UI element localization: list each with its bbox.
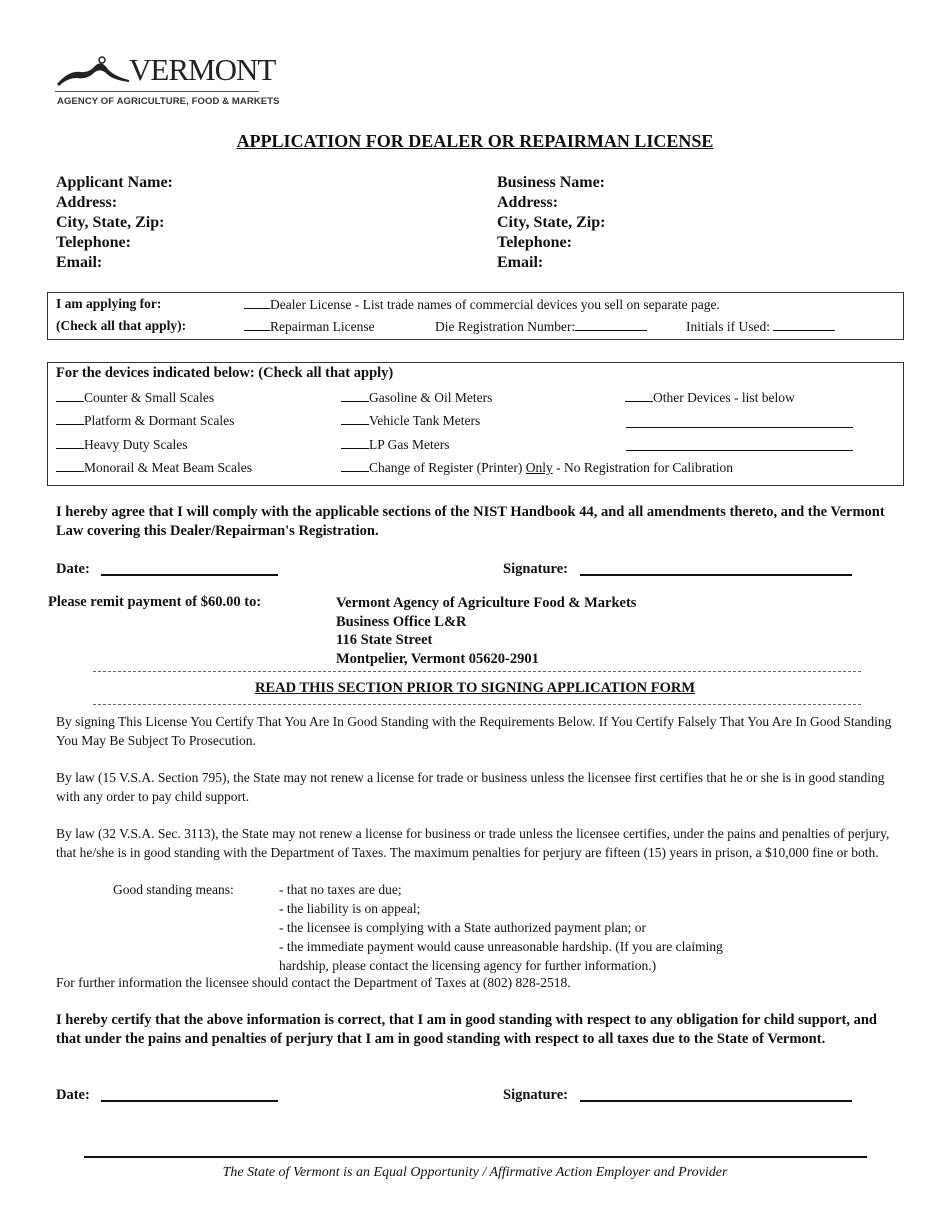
change-register-label: Change of Register (Printer) (369, 460, 526, 475)
logo-subtitle: AGENCY OF AGRICULTURE, FOOD & MARKETS (57, 96, 280, 107)
dealer-license-check-blank[interactable] (244, 295, 270, 309)
certification-signature-label: Signature: (503, 1087, 568, 1103)
device-check-blank[interactable] (56, 388, 84, 402)
certification-text: I hereby certify that the above information is correct, that I am in good standing with respect to any obligation for child support, and that under the pains and penalties of perjury that I am in good standing with respect to all taxes due to the State of Vermont. (56, 1012, 877, 1047)
agreement-text: I hereby agree that I will comply with the applicable sections of the NIST Handbook 44, and all amendments thereto, and the Vermont Law covering this Dealer/Repairman's Registration. (56, 504, 885, 539)
device-option[interactable] (56, 411, 234, 429)
mountain-logo-icon (55, 54, 131, 90)
device-label: Vehicle Tank Meters (369, 413, 481, 428)
other-devices-label: Other Devices - list below (653, 390, 795, 405)
good-standing-item: - the liability is on appeal; (279, 901, 421, 916)
certification-date-label: Date: (56, 1087, 90, 1103)
initials-field (686, 317, 835, 335)
device-check-blank[interactable] (56, 458, 84, 472)
device-label: Gasoline & Oil Meters (369, 390, 493, 405)
signature-label: Signature: (503, 561, 568, 577)
other-device-line[interactable] (626, 450, 853, 451)
footer-rule (84, 1156, 867, 1158)
check-all-label: (Check all that apply): (56, 318, 187, 333)
repairman-license-label: Repairman License (270, 319, 375, 334)
signature-input[interactable] (580, 574, 852, 576)
device-label: Counter & Small Scales (84, 390, 215, 405)
device-check-blank[interactable] (341, 458, 369, 472)
change-register-only: Only (525, 460, 553, 475)
certification-signature-input[interactable] (580, 1100, 852, 1102)
applicant-city-label: City, State, Zip: (56, 214, 165, 231)
device-check-blank[interactable] (56, 435, 84, 449)
payment-address-line: Montpelier, Vermont 05620-2901 (336, 650, 539, 667)
other-device-line[interactable] (626, 427, 853, 428)
device-label: Platform & Dormant Scales (84, 413, 235, 428)
page-title: APPLICATION FOR DEALER OR REPAIRMAN LICENSE (236, 131, 714, 151)
change-register-suffix: - No Registration for Calibration (552, 460, 734, 475)
agency-logo (55, 52, 280, 112)
business-email-label: Email: (497, 254, 544, 271)
device-label: Monorail & Meat Beam Scales (84, 460, 252, 475)
device-check-blank[interactable] (341, 411, 369, 425)
business-info (497, 173, 605, 273)
other-devices-option[interactable] (625, 388, 795, 406)
logo-wordmark: VERMONT (129, 52, 276, 87)
device-option[interactable] (341, 388, 492, 406)
device-option[interactable] (56, 388, 214, 406)
device-option[interactable] (56, 458, 252, 476)
license-type-box (47, 292, 904, 340)
dealer-license-option[interactable] (244, 295, 720, 313)
applying-for-label: I am applying for: (56, 296, 162, 311)
device-check-blank[interactable] (341, 435, 369, 449)
device-label: LP Gas Meters (369, 437, 450, 452)
initials-input[interactable] (773, 317, 835, 331)
repairman-license-option[interactable] (244, 317, 375, 335)
device-check-blank[interactable] (341, 388, 369, 402)
notice-paragraph-1: By signing This License You Certify That You Are In Good Standing with the Requirements Below. If You Certify Falsely That You Are In Good Standing You May Be Subject To Prosecution. (56, 714, 892, 748)
applicant-info (56, 173, 173, 273)
payment-address (336, 594, 636, 668)
business-name-label: Business Name: (497, 174, 606, 191)
payment-address-line: Vermont Agency of Agriculture Food & Markets (336, 595, 637, 611)
device-check-blank[interactable] (56, 411, 84, 425)
good-standing-list (279, 880, 723, 975)
device-check-blank[interactable] (625, 388, 653, 402)
business-city-label: City, State, Zip: (497, 214, 606, 231)
good-standing-label: Good standing means: (113, 882, 234, 897)
devices-heading: For the devices indicated below: (Check all that apply) (56, 365, 394, 381)
date-input[interactable] (101, 574, 278, 576)
dashed-divider (93, 704, 861, 705)
die-registration-field (435, 317, 647, 335)
dealer-license-label: Dealer License - List trade names of commercial devices you sell on separate page. (270, 297, 720, 312)
initials-label: Initials if Used: (686, 319, 770, 334)
dashed-divider (93, 671, 861, 672)
good-standing-item: - the licensee is complying with a State authorized payment plan; or (279, 920, 647, 935)
payment-address-line: 116 State Street (336, 632, 433, 648)
device-option[interactable] (341, 411, 480, 429)
payment-label: Please remit payment of $60.00 to: (48, 594, 262, 610)
die-registration-input[interactable] (575, 317, 647, 331)
device-label: Heavy Duty Scales (84, 437, 188, 452)
applicant-name-label: Applicant Name: (56, 174, 173, 191)
notice-heading: READ THIS SECTION PRIOR TO SIGNING APPLICATION FORM (254, 680, 696, 696)
date-label: Date: (56, 561, 90, 577)
business-telephone-label: Telephone: (497, 234, 572, 251)
payment-address-line: Business Office L&R (336, 613, 467, 630)
devices-box (47, 362, 904, 486)
notice-paragraph-2: By law (15 V.S.A. Section 795), the State may not renew a license for trade or business unless the licensee first certifies that he or she is in good standing with any order to pay child support. (56, 770, 885, 804)
certification-date-input[interactable] (101, 1100, 278, 1102)
device-option[interactable] (341, 435, 450, 453)
logo-divider (55, 91, 259, 92)
notice-paragraph-3: By law (32 V.S.A. Sec. 3113), the State may not renew a license for business or trade unless the licensee certifies, under the pains and penalties of perjury, that he/she is in good standing with the Department of Taxes. The maximum penalties for perjury are fifteen (15) years in prison, a $10,000 fine or both. (56, 826, 890, 860)
footer-text: The State of Vermont is an Equal Opportunity / Affirmative Action Employer and Provider (222, 1165, 728, 1180)
device-option[interactable] (56, 435, 187, 453)
die-registration-label: Die Registration Number: (435, 319, 576, 334)
good-standing-item: - that no taxes are due; (279, 882, 402, 897)
change-register-option[interactable] (341, 458, 733, 476)
business-address-label: Address: (497, 194, 559, 211)
good-standing-item: hardship, please contact the licensing agency for further information.) (279, 958, 657, 973)
good-standing-item: - the immediate payment would cause unreasonable hardship. (If you are claiming (279, 939, 723, 954)
applicant-address-label: Address: (56, 194, 118, 211)
repairman-license-check-blank[interactable] (244, 317, 270, 331)
applicant-email-label: Email: (56, 254, 103, 271)
applicant-telephone-label: Telephone: (56, 234, 131, 251)
further-info: For further information the licensee should contact the Department of Taxes at (802) 828-2518. (56, 975, 571, 990)
